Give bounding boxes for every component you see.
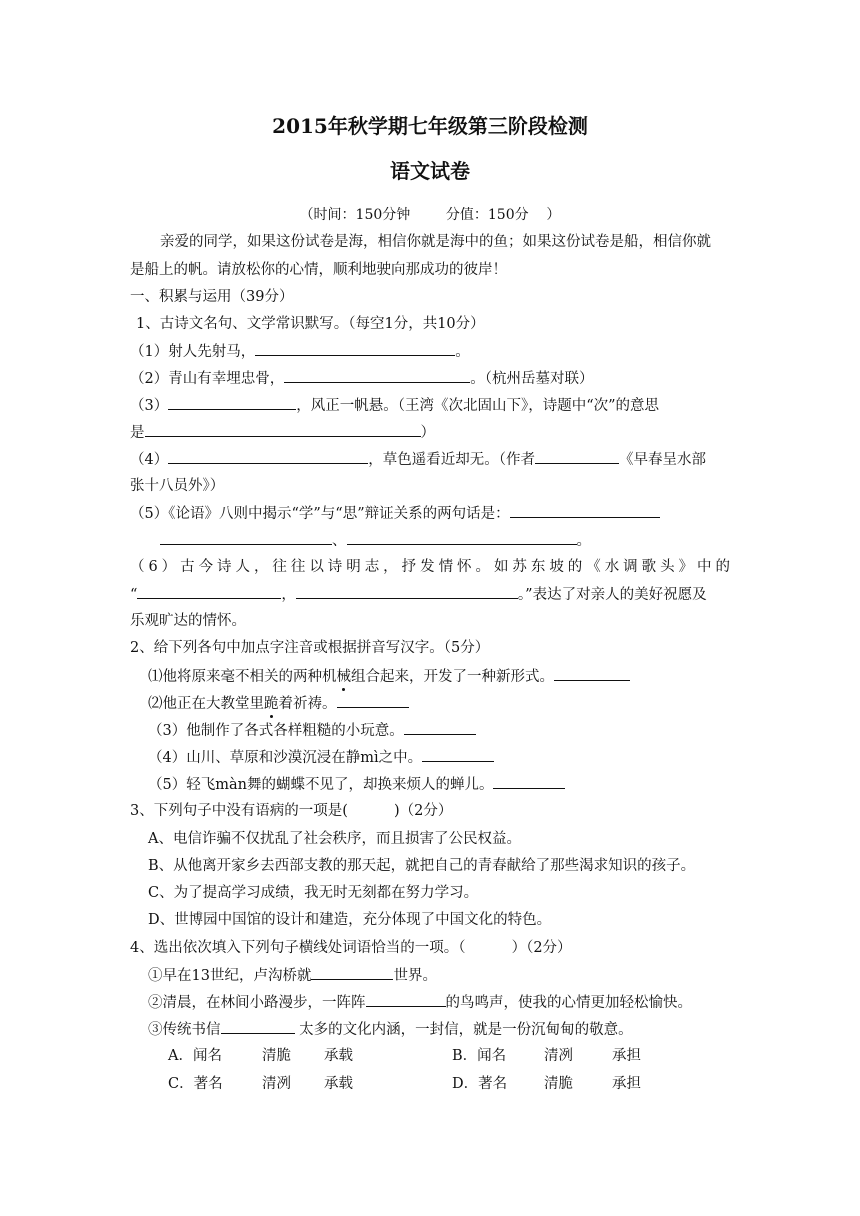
answer-blank[interactable] [284,368,470,383]
answer-blank[interactable] [168,449,368,464]
q4-option-a-word2: 清脆 [262,1048,291,1064]
q2-sentence-5: （5）轻飞màn舞的蝴蝶不见了，却换来烦人的蝉儿。 [148,774,565,795]
q4-option-b-word2: 清冽 [544,1048,573,1064]
q4-option-a-word1: A．闻名 [168,1048,222,1064]
q1-item-4-cont: 张十八员外》） [130,478,225,494]
answer-blank[interactable] [554,666,630,681]
q4-option-b-word1: B．闻名 [452,1048,507,1064]
q4-stem: 4、选出依次填入下列句子横线处词语恰当的一项。（ ）（2分） [130,940,572,956]
q4-option-d-word1: D．著名 [452,1076,508,1092]
answer-blank[interactable] [255,341,455,356]
q4-option-a-word3: 承载 [324,1048,353,1064]
answer-blank[interactable] [221,1019,295,1034]
answer-blank[interactable] [137,584,281,599]
q1-item-6-cont: “ ， 。”表达了对亲人的美好祝愿及 [130,584,707,605]
q1-item-3: （3） ，风正一帆悬。（王湾《次北固山下》，诗题中“次”的意思 [130,395,659,416]
q1-item-1: （1）射人先射马， 。 [130,341,470,362]
answer-blank[interactable] [510,503,660,518]
q2-sentence-4: （4）山川、草原和沙漠沉浸在静mì之中。 [148,747,494,768]
q3-option-a: A、电信诈骗不仅扰乱了社会秩序，而且损害了公民权益。 [148,831,521,847]
q4-option-d-word3: 承担 [612,1076,641,1092]
q1-item-3-cont: 是 ） [130,422,435,443]
q4-sentence-3: ③传统书信 太多的文化内涵，一封信，就是一份沉甸甸的敬意。 [148,1019,633,1040]
answer-blank[interactable] [422,747,494,762]
answer-blank[interactable] [160,530,332,545]
answer-blank[interactable] [366,992,446,1007]
dotted-char: 跪 [264,696,279,712]
q1-item-6: （6）古今诗人，往往以诗明志，抒发情怀。如苏东坡的《水调歌头》中的 [130,559,730,575]
q3-stem: 3、下列句子中没有语病的一项是( )（2分） [130,803,453,819]
q4-option-c-word1: C．著名 [168,1076,223,1092]
q1-item-5: （5）《论语》八则中揭示“学”与“思”辩证关系的两句话是： [130,503,660,524]
answer-blank[interactable] [311,965,393,980]
q4-sentence-2: ②清晨，在林间小路漫步，一阵阵 的鸟鸣声，使我的心情更加轻松愉快。 [148,992,692,1013]
answer-blank[interactable] [404,720,476,735]
answer-blank[interactable] [145,422,421,437]
q2-sentence-1: ⑴他将原来毫不相关的两种机械组合起来，开发了一种新形式。 [148,666,630,687]
exam-title: 2015年秋学期七年级第三阶段检测 [272,114,588,138]
answer-blank[interactable] [296,584,518,599]
q1-item-6-end: 乐观旷达的情怀。 [130,613,246,629]
exam-info: （时间：150分钟 分值：150分 ） [299,207,561,223]
q2-stem: 2、给下列各句中加点字注音或根据拼音写汉字。（5分） [130,640,490,656]
q2-sentence-2: ⑵他正在大教堂里跪着祈祷。 [148,693,409,714]
answer-blank[interactable] [337,693,409,708]
section-heading: 一、积累与运用（39分） [130,289,294,305]
q3-option-b: B、从他离开家乡去西部支教的那天起，就把自己的青春献给了那些渴求知识的孩子。 [148,858,696,874]
intro-line-1: 亲爱的同学，如果这份试卷是海，相信你就是海中的鱼；如果这份试卷是船，相信你就 [160,234,711,250]
answer-blank[interactable] [535,449,619,464]
q1-item-4: （4） ，草色遥看近却无。（作者 《早春呈水部 [130,449,706,470]
answer-blank[interactable] [168,395,296,410]
q4-sentence-1: ①早在13世纪，卢沟桥就 世界。 [148,965,437,986]
q1-stem: 1、古诗文名句、文学常识默写。（每空1分，共10分） [136,316,485,332]
intro-line-2: 是船上的帆。请放松你的心情，顺利地驶向那成功的彼岸！ [130,262,507,278]
q4-option-c-word2: 清冽 [262,1076,291,1092]
q4-option-c-word3: 承载 [324,1076,353,1092]
q1-item-2: （2）青山有幸埋忠骨， 。（杭州岳墓对联） [130,368,593,389]
q1-item-5-cont: 、 。 [160,530,591,551]
dotted-char: 械 [336,669,351,685]
q3-option-c: C、为了提高学习成绩，我无时无刻都在努力学习。 [148,885,479,901]
answer-blank[interactable] [493,774,565,789]
q3-option-d: D、世博园中国馆的设计和建造，充分体现了中国文化的特色。 [148,912,552,928]
q2-sentence-3: （3）他制作了各式各样粗糙的小玩意。 [148,720,476,741]
q4-option-d-word2: 清脆 [544,1076,573,1092]
exam-subtitle: 语文试卷 [390,159,470,183]
q4-option-b-word3: 承担 [612,1048,641,1064]
answer-blank[interactable] [347,530,577,545]
